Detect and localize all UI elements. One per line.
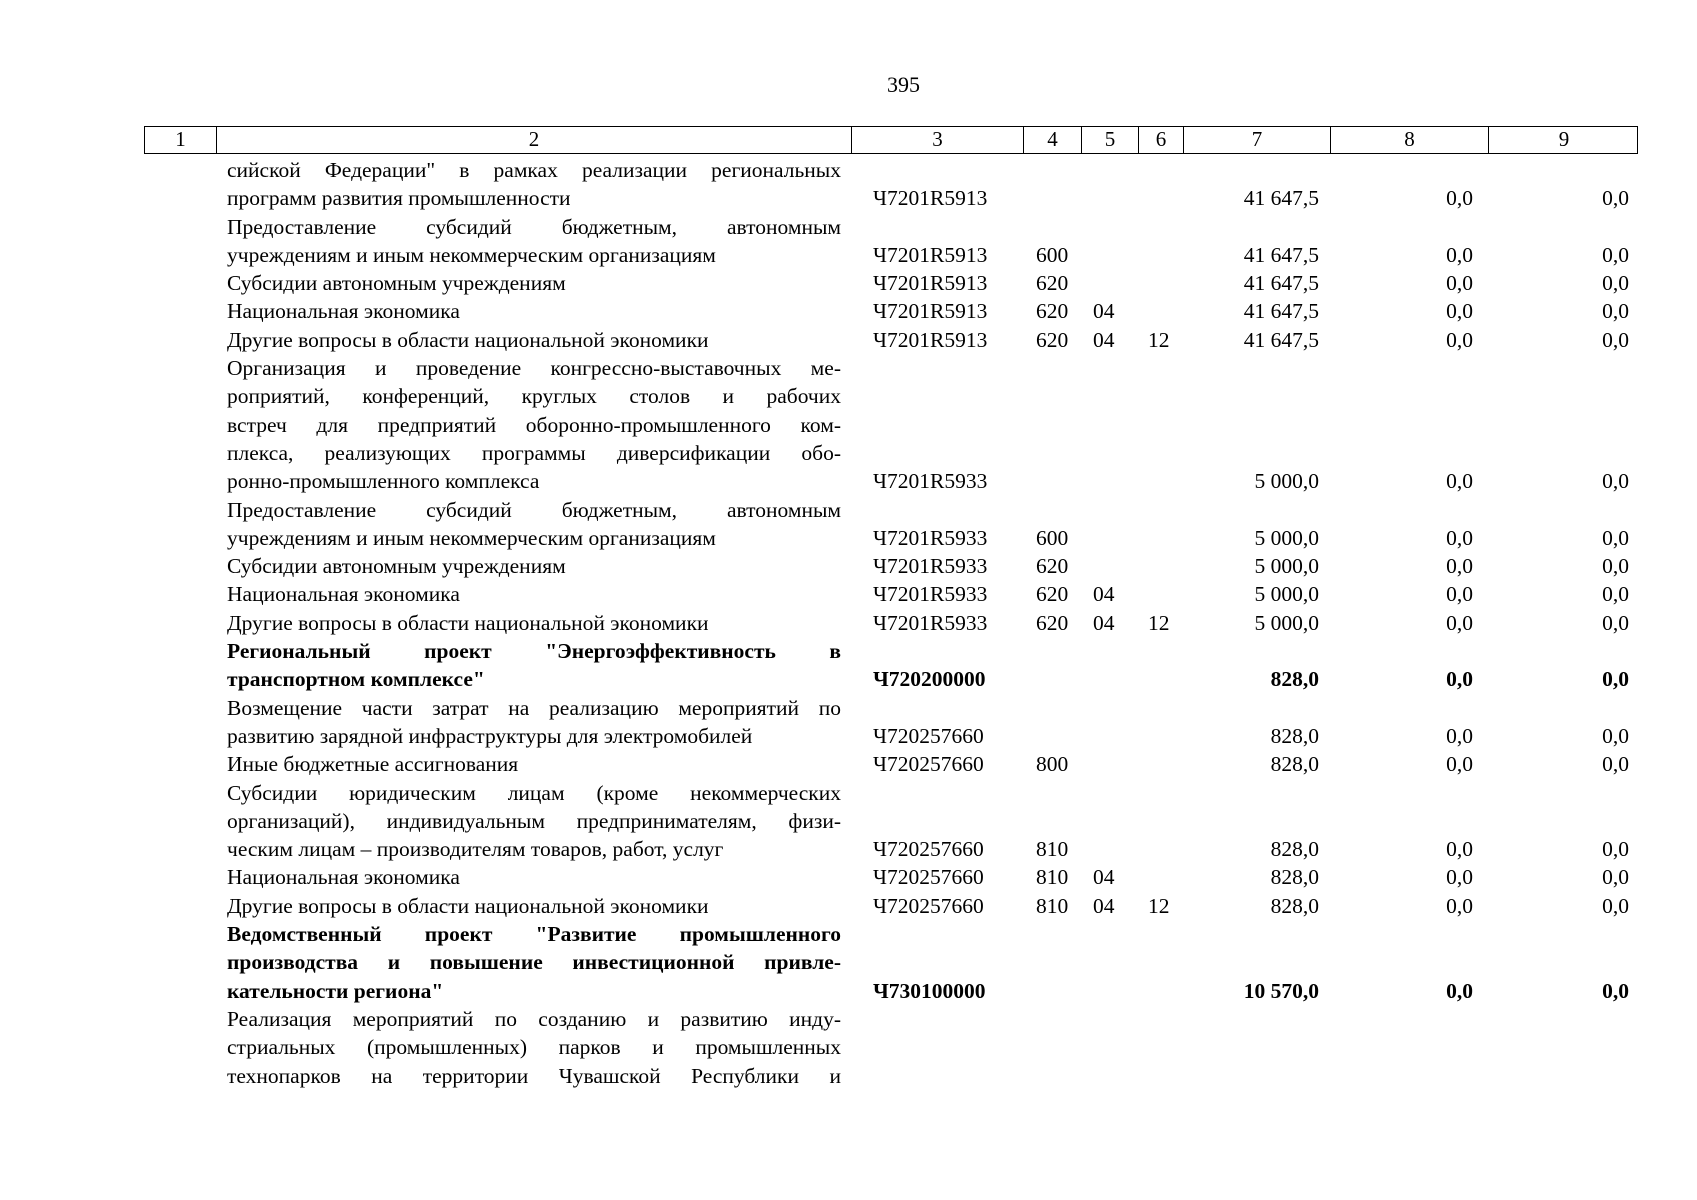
row-description [227, 694, 841, 751]
row-section: 04 [1093, 299, 1115, 324]
row-amount-col7: 41 647,5 [1243, 242, 1319, 267]
row-code: Ч720257660 [873, 865, 984, 890]
page-number: 395 [887, 72, 920, 97]
row-code: Ч720257660 [873, 752, 984, 777]
row-expense-type: 800 [1036, 752, 1069, 777]
row-expense-type: 600 [1036, 525, 1069, 550]
row-amount-col7: 41 647,5 [1243, 186, 1319, 211]
row-amount-col7: 41 647,5 [1243, 271, 1319, 296]
row-code: Ч7201R5933 [873, 554, 988, 579]
table-row [0, 609, 1697, 637]
row-section: 04 [1093, 327, 1115, 352]
row-subsection: 12 [1148, 610, 1170, 635]
row-description [227, 863, 841, 891]
table-row [0, 1005, 1697, 1090]
row-code: Ч720257660 [873, 723, 984, 748]
row-amount-col9: 0,0 [1602, 723, 1629, 748]
table-header [144, 126, 1638, 154]
table-row [0, 863, 1697, 891]
row-amount-col8: 0,0 [1446, 525, 1473, 550]
row-amount-col8: 0,0 [1446, 327, 1473, 352]
table-row [0, 694, 1697, 751]
description-line: кательности региона" [227, 978, 444, 1003]
row-amount-col9: 0,0 [1602, 582, 1629, 607]
row-amount-col9: 0,0 [1602, 610, 1629, 635]
row-amount-col8: 0,0 [1446, 837, 1473, 862]
row-section: 04 [1093, 610, 1115, 635]
row-description [227, 892, 841, 920]
table-row [0, 269, 1697, 297]
description-line: Ведомственный проект "Развитие промышленного [227, 922, 841, 947]
row-description [227, 580, 841, 608]
description-line: Национальная экономика [227, 865, 460, 890]
row-expense-type: 810 [1036, 865, 1069, 890]
row-description [227, 1005, 841, 1090]
description-line: Возмещение части затрат на реализацию мероприятий по [227, 695, 841, 720]
row-code: Ч720257660 [873, 837, 984, 862]
header-cell-4: 4 [1023, 127, 1081, 153]
description-line: роприятий, конференций, круглых столов и рабочих [227, 384, 841, 409]
row-description [227, 779, 841, 864]
row-amount-col8: 0,0 [1446, 893, 1473, 918]
row-expense-type: 620 [1036, 271, 1069, 296]
row-amount-col9: 0,0 [1602, 299, 1629, 324]
description-line: учреждениям и иным некоммерческим организациям [227, 242, 716, 267]
row-amount-col7: 828,0 [1270, 723, 1319, 748]
table-row [0, 580, 1697, 608]
row-amount-col7: 5 000,0 [1254, 610, 1319, 635]
description-line: ческим лицам – производителям товаров, работ, услуг [227, 837, 724, 862]
row-code: Ч7201R5913 [873, 299, 988, 324]
description-line: Субсидии автономным учреждениям [227, 271, 566, 296]
row-amount-col9: 0,0 [1602, 554, 1629, 579]
row-amount-col7: 828,0 [1270, 865, 1319, 890]
description-line: Иные бюджетные ассигнования [227, 752, 519, 777]
row-code: Ч730100000 [873, 978, 986, 1003]
description-line: транспортном комплексе" [227, 667, 485, 692]
row-amount-col9: 0,0 [1602, 525, 1629, 550]
row-amount-col8: 0,0 [1446, 469, 1473, 494]
description-line: Другие вопросы в области национальной экономики [227, 610, 709, 635]
row-amount-col8: 0,0 [1446, 723, 1473, 748]
description-line: плекса, реализующих программы диверсификации обо- [227, 440, 841, 465]
row-amount-col9: 0,0 [1602, 667, 1629, 692]
description-line: Субсидии юридическим лицам (кроме некоммерческих [227, 780, 841, 805]
row-description [227, 552, 841, 580]
row-amount-col8: 0,0 [1446, 271, 1473, 296]
row-amount-col9: 0,0 [1602, 271, 1629, 296]
description-line: учреждениям и иным некоммерческим организациям [227, 525, 716, 550]
row-amount-col9: 0,0 [1602, 865, 1629, 890]
row-amount-col7: 828,0 [1270, 667, 1319, 692]
row-description [227, 637, 841, 694]
table-row [0, 779, 1697, 864]
row-expense-type: 620 [1036, 610, 1069, 635]
table-body [0, 156, 1697, 1090]
description-line: Другие вопросы в области национальной экономики [227, 893, 709, 918]
row-amount-col7: 10 570,0 [1243, 978, 1319, 1003]
description-line: Другие вопросы в области национальной экономики [227, 327, 709, 352]
table-row [0, 326, 1697, 354]
description-line: Реализация мероприятий по созданию и развитию инду- [227, 1006, 841, 1031]
row-section: 04 [1093, 582, 1115, 607]
row-amount-col9: 0,0 [1602, 186, 1629, 211]
row-code: Ч720257660 [873, 893, 984, 918]
row-amount-col8: 0,0 [1446, 752, 1473, 777]
row-amount-col7: 5 000,0 [1254, 469, 1319, 494]
row-code: Ч7201R5933 [873, 469, 988, 494]
row-amount-col7: 5 000,0 [1254, 525, 1319, 550]
table-row [0, 496, 1697, 553]
row-description [227, 609, 841, 637]
description-line: ронно-промышленного комплекса [227, 469, 540, 494]
row-description [227, 326, 841, 354]
row-description [227, 496, 841, 553]
row-amount-col8: 0,0 [1446, 582, 1473, 607]
row-amount-col7: 828,0 [1270, 837, 1319, 862]
row-expense-type: 810 [1036, 893, 1069, 918]
description-line: Организация и проведение конгрессно-выставочных ме- [227, 356, 841, 381]
row-expense-type: 810 [1036, 837, 1069, 862]
row-amount-col8: 0,0 [1446, 667, 1473, 692]
description-line: производства и повышение инвестиционной привле- [227, 950, 841, 975]
description-line: сийской Федерации" в рамках реализации региональных [227, 158, 841, 182]
header-cell-7: 7 [1183, 127, 1330, 153]
header-cell-2: 2 [216, 127, 851, 153]
table-row [0, 892, 1697, 920]
row-section: 04 [1093, 893, 1115, 918]
header-cell-5: 5 [1081, 127, 1138, 153]
row-description [227, 354, 841, 495]
row-code: Ч7201R5933 [873, 610, 988, 635]
row-amount-col9: 0,0 [1602, 837, 1629, 862]
row-amount-col7: 5 000,0 [1254, 582, 1319, 607]
row-section: 04 [1093, 865, 1115, 890]
description-line: стриальных (промышленных) парков и промышленных [227, 1035, 841, 1060]
description-line: развитию зарядной инфраструктуры для электромобилей [227, 723, 753, 748]
description-line: Национальная экономика [227, 582, 460, 607]
row-amount-col9: 0,0 [1602, 752, 1629, 777]
table-row [0, 750, 1697, 778]
description-line: Предоставление субсидий бюджетным, автономным [227, 214, 841, 239]
description-line: Субсидии автономным учреждениям [227, 554, 566, 579]
row-expense-type: 620 [1036, 554, 1069, 579]
row-code: Ч720200000 [873, 667, 986, 692]
header-cell-3: 3 [851, 127, 1023, 153]
table-row [0, 354, 1697, 496]
row-amount-col8: 0,0 [1446, 865, 1473, 890]
row-description [227, 920, 841, 1005]
row-description [227, 750, 841, 778]
row-code: Ч7201R5933 [873, 525, 988, 550]
row-amount-col8: 0,0 [1446, 299, 1473, 324]
description-line: встреч для предприятий оборонно-промышленного ком- [227, 412, 841, 437]
row-description [227, 156, 841, 213]
row-description [227, 269, 841, 297]
row-amount-col7: 41 647,5 [1243, 299, 1319, 324]
row-amount-col9: 0,0 [1602, 469, 1629, 494]
row-amount-col9: 0,0 [1602, 327, 1629, 352]
table-row [0, 213, 1697, 270]
row-code: Ч7201R5913 [873, 327, 988, 352]
row-amount-col7: 828,0 [1270, 893, 1319, 918]
row-code: Ч7201R5913 [873, 186, 988, 211]
row-amount-col7: 828,0 [1270, 752, 1319, 777]
row-expense-type: 620 [1036, 327, 1069, 352]
row-amount-col8: 0,0 [1446, 554, 1473, 579]
row-expense-type: 600 [1036, 242, 1069, 267]
header-cell-8: 8 [1330, 127, 1488, 153]
table-row [0, 637, 1697, 694]
description-line: технопарков на территории Чувашской Республики и [227, 1063, 841, 1088]
description-line: программ развития промышленности [227, 186, 571, 211]
row-amount-col7: 5 000,0 [1254, 554, 1319, 579]
row-amount-col9: 0,0 [1602, 893, 1629, 918]
header-cell-1: 1 [175, 127, 186, 151]
row-amount-col8: 0,0 [1446, 242, 1473, 267]
row-expense-type: 620 [1036, 582, 1069, 607]
table-row [0, 552, 1697, 580]
row-subsection: 12 [1148, 893, 1170, 918]
row-subsection: 12 [1148, 327, 1170, 352]
header-cell-9: 9 [1488, 127, 1639, 153]
description-line: Предоставление субсидий бюджетным, автономным [227, 497, 841, 522]
table-row [0, 156, 1697, 213]
table-row [0, 297, 1697, 325]
row-code: Ч7201R5913 [873, 271, 988, 296]
row-code: Ч7201R5913 [873, 242, 988, 267]
row-amount-col7: 41 647,5 [1243, 327, 1319, 352]
row-amount-col8: 0,0 [1446, 186, 1473, 211]
header-cell-6: 6 [1138, 127, 1183, 153]
row-amount-col9: 0,0 [1602, 978, 1629, 1003]
row-amount-col8: 0,0 [1446, 978, 1473, 1003]
row-expense-type: 620 [1036, 299, 1069, 324]
row-amount-col8: 0,0 [1446, 610, 1473, 635]
table-row [0, 920, 1697, 1005]
description-line: Национальная экономика [227, 299, 460, 324]
row-amount-col9: 0,0 [1602, 242, 1629, 267]
description-line: Региональный проект "Энергоэффективность в [227, 639, 841, 664]
row-description [227, 213, 841, 270]
description-line: организаций), индивидуальным предпринимателям, физи- [227, 808, 841, 833]
row-description [227, 297, 841, 325]
row-code: Ч7201R5933 [873, 582, 988, 607]
